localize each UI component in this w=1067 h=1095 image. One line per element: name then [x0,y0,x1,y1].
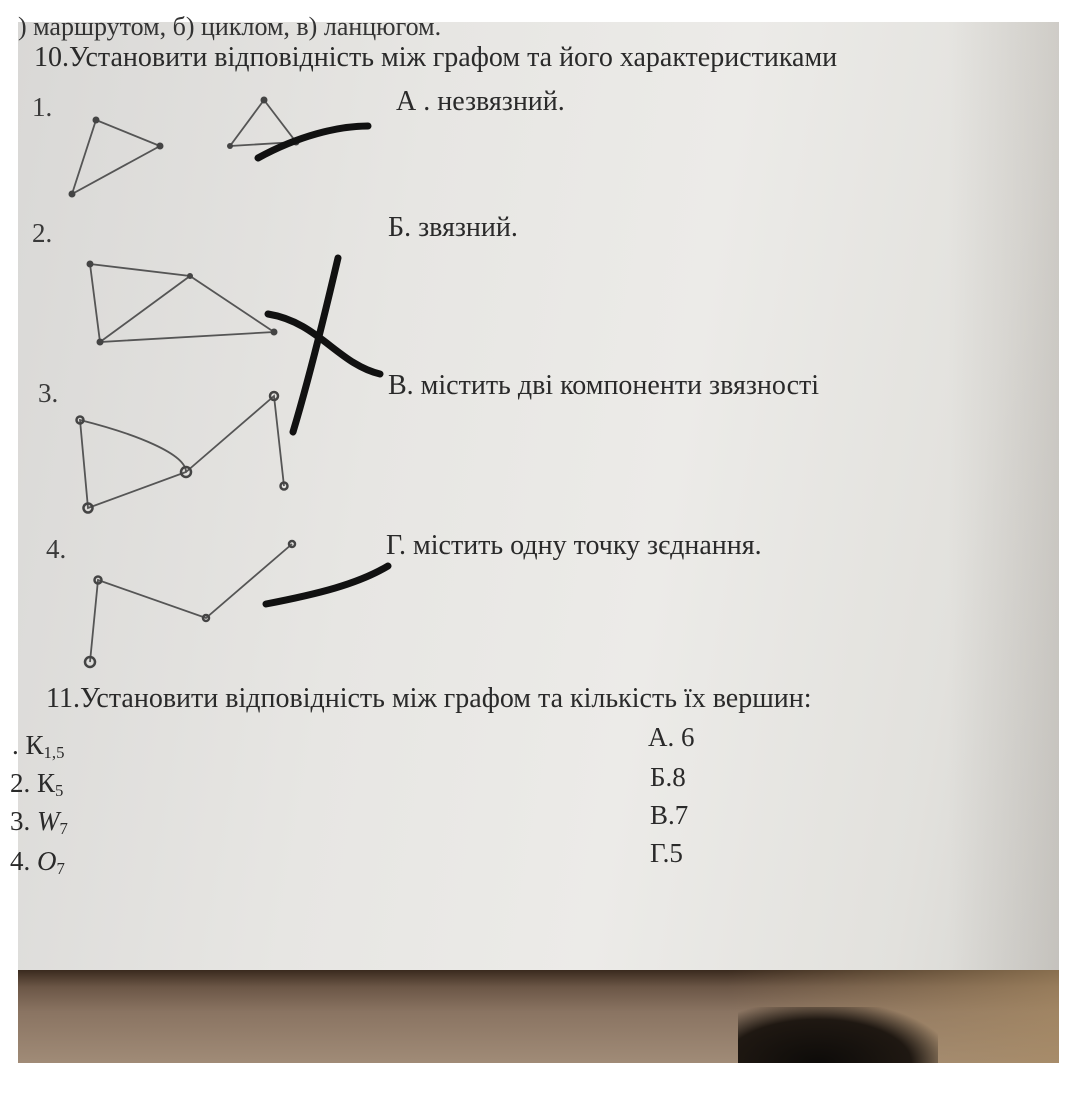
right-item-a: А. 6 [648,722,695,752]
left-item-2: 2. $К_5$ [10,768,64,801]
graph-3-drawing [77,392,288,513]
desk-object [738,1007,938,1063]
marker-lines [258,126,388,604]
right-item-g: Г.5 [650,838,683,868]
left-item-1: . $К_{1,5}$ [12,730,65,763]
answer-b: Б. звязний. [388,212,518,243]
left-item-4: 4. $O_7$ [10,846,65,879]
hand-drawn-graphs [18,22,1059,1063]
graph-number-2: 2. [32,218,53,248]
graph-2-drawing [87,261,278,346]
graph-1-triangle-right [230,100,296,146]
graph-1-triangle-left [72,120,160,194]
question-11-title: 11.Установити відповідність між графом та кількість їх вершин: [46,683,812,714]
graph-number-1: 1. [32,92,53,122]
marker-line-1-to-a [258,126,368,158]
answer-g: Г. містить одну точку зєднання. [386,530,762,561]
answer-a: А . незвязний. [396,86,565,117]
document-photo [10,12,1059,1063]
left-item-3: 3. $W_7$ [10,806,68,839]
question-10-title: 10.Установити відповідність між графом та його характеристиками [34,42,838,73]
right-item-v: В.7 [650,800,689,830]
answer-v: В. містить дві компоненти звязності [388,370,820,401]
marker-line-4-to-g [266,566,388,604]
right-item-b: Б.8 [650,762,686,792]
graph-1-drawing [69,97,300,198]
graph-number-3: 3. [38,378,59,408]
graph-number-4: 4. [46,534,67,564]
cut-off-line: ) маршрутом, б) циклом, в) ланцюгом. [18,12,442,41]
